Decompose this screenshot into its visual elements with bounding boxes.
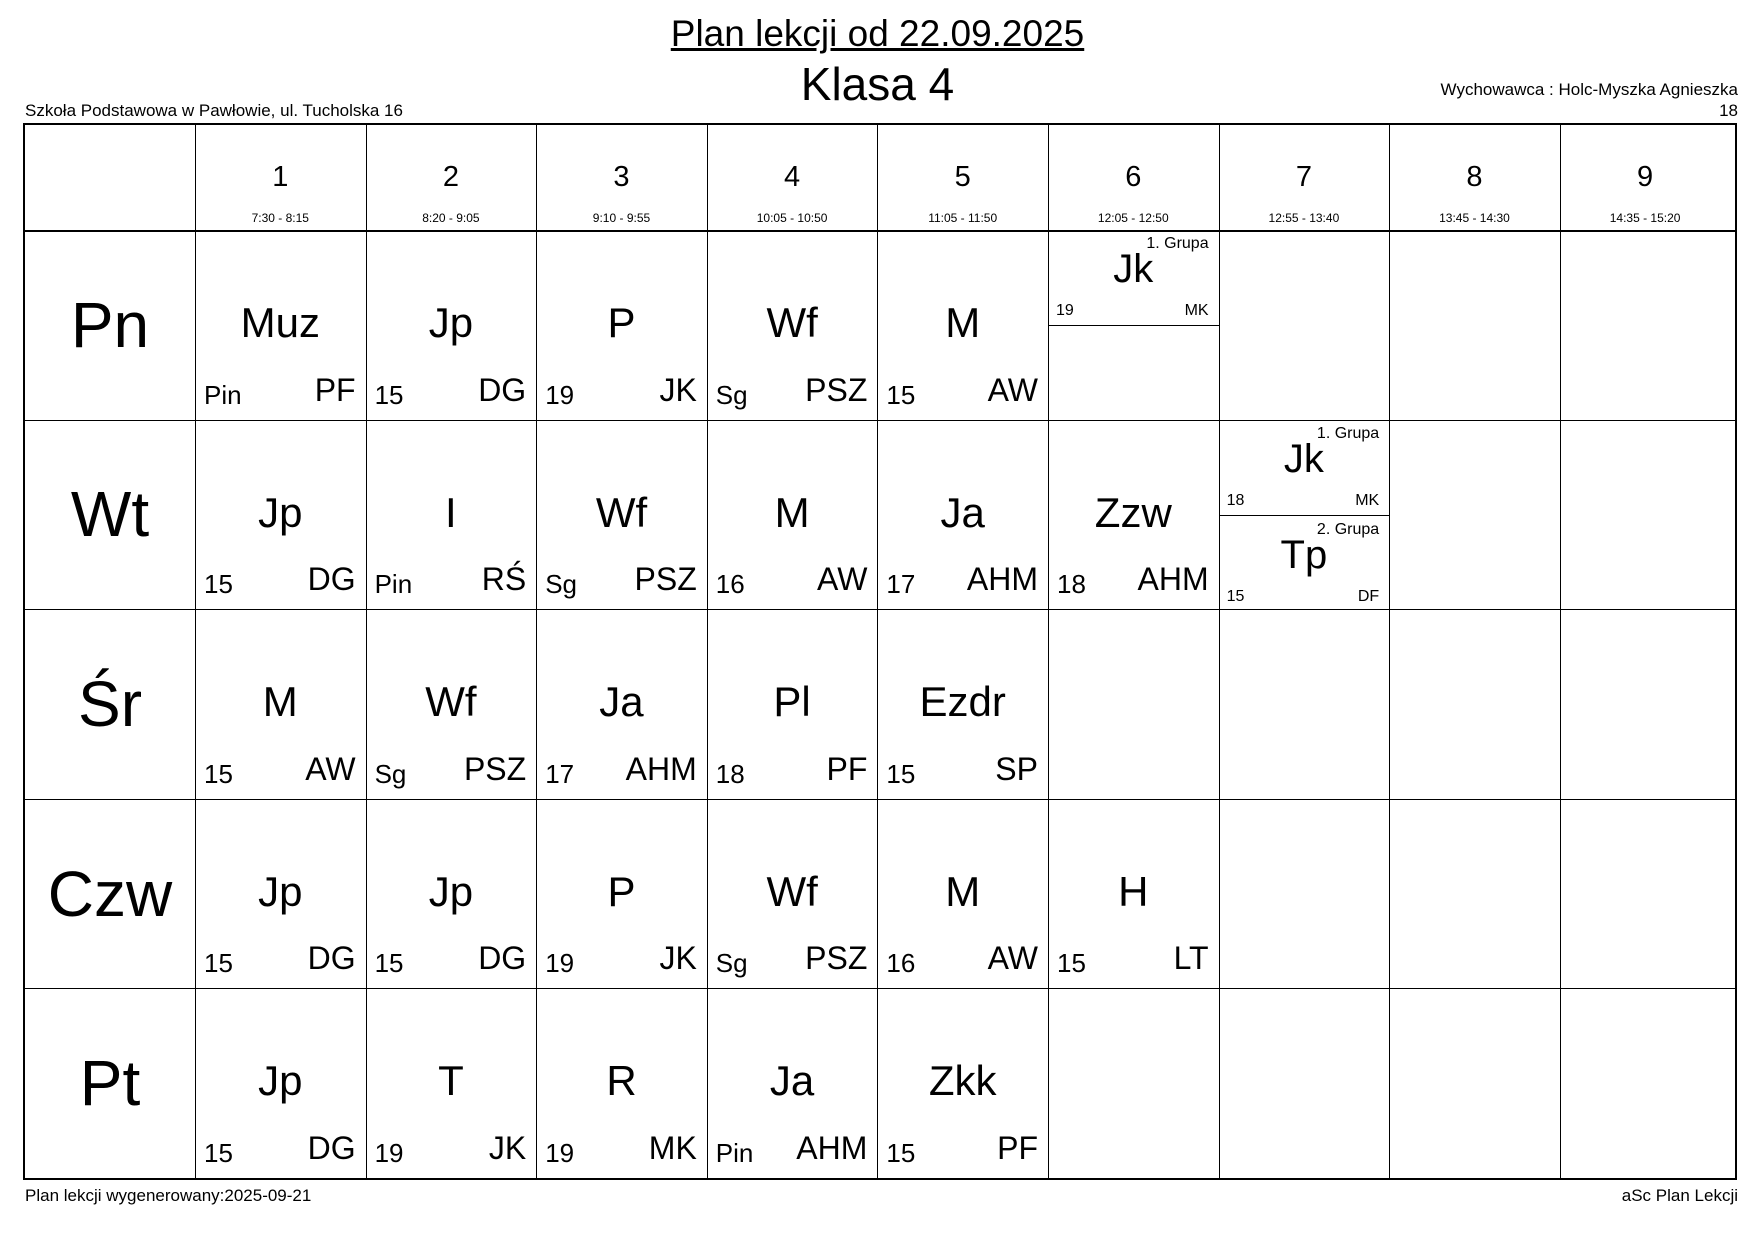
group-label: 1. Grupa [1146,235,1209,252]
teacher: SP [995,750,1038,787]
empty-cell [1219,988,1390,1178]
room: 15 [886,758,916,789]
subject: R [606,1057,637,1105]
room: 16 [715,569,745,600]
room: 15 [204,758,233,789]
empty-cell [1219,609,1390,799]
subject: Jk [1283,436,1324,481]
lesson-cell [707,420,878,610]
teacher: AHM [966,561,1038,598]
subject: Ja [769,1057,815,1105]
teacher: AW [987,371,1038,408]
room: 15 [886,379,916,410]
room: 15 [204,948,233,979]
subject: M [945,299,981,346]
room: 15 [374,948,404,979]
subject: Wf [425,678,477,726]
period-number: 6 [1125,161,1142,193]
teacher: AW [987,940,1038,977]
subject: H [1118,867,1149,915]
empty-cell [1560,230,1731,420]
lesson-cell [536,609,707,799]
empty-cell [1389,799,1560,989]
subject: Jk [1113,247,1154,291]
lesson-cell [877,230,1048,420]
empty-cell [1389,609,1560,799]
room: 18 [1226,491,1245,509]
lesson-cell [877,420,1048,610]
period-header [1048,125,1219,230]
day-label: Śr [78,668,142,740]
empty-cell [1560,609,1731,799]
room: 15 [374,379,404,410]
lesson-cell [707,988,878,1178]
teacher: AW [817,561,868,598]
lesson-cell [1048,230,1219,420]
period-time: 12:05 - 12:50 [1097,211,1169,225]
lesson-cell [195,799,366,989]
group-label: 2. Grupa [1316,520,1380,538]
room: 15 [204,569,233,600]
teacher: PF [314,371,356,408]
subject: Wf [595,488,648,536]
teacher: PF [997,1129,1038,1166]
lesson-cell [707,230,878,420]
teacher: MK [1184,302,1209,319]
period-header [1219,125,1390,230]
teacher: JK [659,371,697,408]
subject: Jp [258,867,303,915]
teacher: DG [478,371,527,408]
room: 15 [1226,587,1245,605]
empty-cell [1389,420,1560,610]
timetable-grid [23,123,1737,1180]
day-label: Pt [79,1047,141,1120]
teacher: PSZ [463,750,527,787]
day-label: Wt [70,478,150,551]
room: Pin [715,1137,754,1168]
group-slot-1 [1048,230,1219,325]
subject: Zzw [1094,488,1172,536]
lesson-cell [366,609,537,799]
lesson-cell [195,420,366,610]
empty-cell [1560,420,1731,610]
period-time: 9:10 - 9:55 [592,211,651,225]
room: Pin [204,379,242,410]
school-name: Szkoła Podstawowa w Pawłowie, ul. Tucholska 16 [25,101,403,120]
subject: M [774,488,810,536]
day-label: Czw [47,857,173,930]
lesson-cell [536,799,707,989]
teacher: DG [478,940,527,977]
empty-cell [1048,988,1219,1178]
tutor-label: Wychowawca : Holc-Myszka Agnieszka [1440,80,1738,99]
subject: Ja [599,678,644,726]
lesson-cell [1219,420,1390,610]
subject: Wf [766,867,818,915]
empty-cell [1048,609,1219,799]
lesson-cell [195,988,366,1178]
teacher: AHM [1137,561,1209,598]
room: 18 [1057,569,1086,600]
subject: Jp [258,488,303,536]
period-number: 9 [1637,161,1654,193]
lesson-cell [366,988,537,1178]
lesson-cell [366,799,537,989]
subject: M [945,867,981,915]
period-number: 7 [1295,161,1312,193]
teacher: AHM [625,750,697,787]
group-slot-2 [1048,325,1219,420]
subject: Pl [773,678,811,726]
teacher: AW [305,750,356,787]
teacher: AHM [796,1129,868,1166]
teacher: PSZ [805,371,868,408]
period-time: 7:30 - 8:15 [251,211,309,225]
software-name: aSc Plan Lekcji [1621,1186,1738,1205]
empty-cell [1389,230,1560,420]
subject: I [445,488,457,536]
empty-cell [1389,988,1560,1178]
period-time: 10:05 - 10:50 [756,211,828,225]
lesson-cell [707,609,878,799]
period-header [1560,125,1731,230]
subject: P [607,299,636,346]
day-label: Pn [70,288,150,361]
subject: Jp [428,299,474,346]
period-time: 11:05 - 11:50 [928,211,998,225]
group-slot-1 [1219,420,1390,515]
subject: Tp [1280,532,1328,577]
room: 17 [545,758,575,789]
lesson-cell [877,609,1048,799]
period-time: 8:20 - 9:05 [422,211,480,225]
subject: P [607,867,636,915]
period-time: 13:45 - 14:30 [1439,211,1510,225]
lesson-cell [366,420,537,610]
room: Sg [715,948,748,979]
period-time: 14:35 - 15:20 [1609,211,1681,225]
group-label: 1. Grupa [1316,424,1380,442]
subject: Jp [258,1057,303,1105]
period-number: 5 [954,161,971,193]
subject: Zkk [928,1057,997,1105]
period-header [1389,125,1560,230]
room: 18 [715,758,745,789]
lesson-cell [536,230,707,420]
empty-cell [1560,988,1731,1178]
empty-cell [1219,230,1390,420]
teacher: DG [307,1129,356,1166]
period-header [707,125,878,230]
subject: Wf [766,299,818,346]
period-number: 8 [1466,161,1483,193]
period-number: 2 [442,161,459,193]
lesson-cell [536,420,707,610]
period-header [366,125,537,230]
lesson-cell [707,799,878,989]
subject: T [438,1057,464,1105]
room: 15 [886,1137,916,1168]
period-number: 4 [784,161,801,193]
empty-cell [1219,799,1390,989]
period-number: 1 [272,161,289,193]
teacher: PSZ [805,940,868,977]
teacher: DF [1357,587,1380,605]
lesson-cell [195,230,366,420]
teacher: DG [307,940,356,977]
room: 15 [1057,948,1086,979]
teacher: PF [826,750,868,787]
teacher: JK [488,1129,527,1166]
teacher: MK [648,1129,697,1166]
lesson-cell [1048,420,1219,610]
room: 19 [1056,302,1074,319]
room: 19 [545,1137,575,1168]
lesson-cell [366,230,537,420]
room: 16 [886,948,916,979]
room: 17 [886,569,916,600]
period-header [195,125,366,230]
period-time: 12:55 - 13:40 [1268,211,1340,225]
teacher: DG [307,561,356,598]
lesson-cell [195,609,366,799]
period-header [877,125,1048,230]
empty-cell [1560,799,1731,989]
period-header [536,125,707,230]
subject: M [262,678,298,726]
subject: Jp [428,867,474,915]
lesson-cell [536,988,707,1178]
period-number: 3 [613,161,630,193]
room: Sg [545,569,577,600]
room: Sg [374,758,407,789]
room: Pin [374,569,413,600]
lesson-cell [1048,799,1219,989]
class-name: Klasa 4 [800,58,955,110]
subject: Muz [240,299,320,346]
teacher: JK [659,940,697,977]
room: 19 [545,948,575,979]
teacher: MK [1355,491,1380,509]
room: 19 [545,379,575,410]
group-slot-2 [1219,515,1390,610]
teacher: RŚ [481,561,527,598]
teacher: PSZ [634,561,697,598]
subject: Ja [940,488,985,536]
tutor-number: 18 [1719,101,1738,120]
subject: Ezdr [919,678,1006,726]
generated-date: Plan lekcji wygenerowany:2025-09-21 [25,1186,312,1205]
room: Sg [715,379,748,410]
lesson-cell [877,988,1048,1178]
lesson-cell [877,799,1048,989]
teacher: LT [1173,940,1209,977]
room: 19 [374,1137,404,1168]
page-title: Plan lekcji od 22.09.2025 [670,13,1085,54]
room: 15 [204,1137,233,1168]
